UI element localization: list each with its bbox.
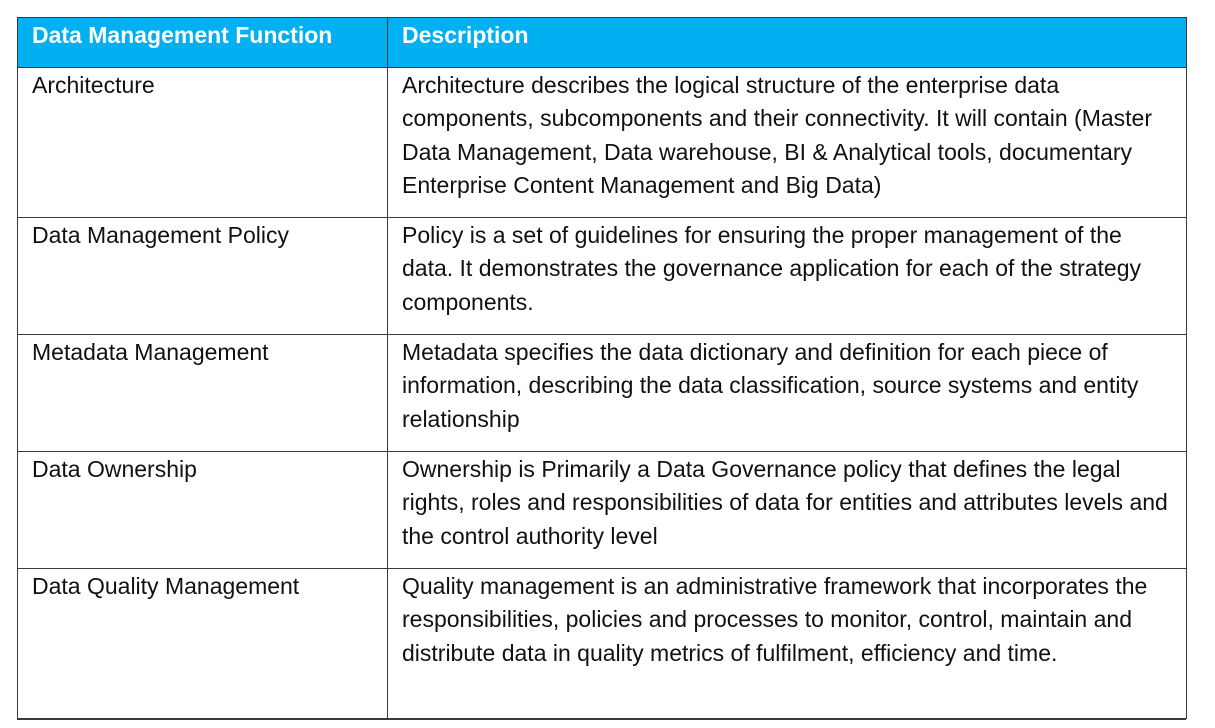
row-function: Architecture — [18, 68, 388, 218]
table-body — [18, 68, 1187, 719]
table-continuation-border — [17, 719, 1186, 720]
row-description: Policy is a set of guidelines for ensuring the proper management of the data. It demonstrates the governance application for each of the strategy components. — [388, 218, 1187, 335]
header-function: Data Management Function — [18, 18, 388, 68]
row-function: Data Management Policy — [18, 218, 388, 335]
row-description: Quality management is an administrative framework that incorporates the responsibilities, policies and processes to monitor, control, maintain and distribute data in quality metrics of fulfilment, efficiency and time. — [388, 569, 1187, 719]
row-description: Ownership is Primarily a Data Governance policy that defines the legal rights, roles and responsibilities of data for entities and attributes levels and the control authority level — [388, 452, 1187, 569]
table-row — [18, 335, 1187, 452]
table-row — [18, 68, 1187, 218]
row-description: Metadata specifies the data dictionary and definition for each piece of information, describing the data classification, source systems and entity relationship — [388, 335, 1187, 452]
row-function: Data Quality Management — [18, 569, 388, 719]
data-management-table — [17, 17, 1187, 719]
table-row — [18, 452, 1187, 569]
table-header — [18, 18, 1187, 68]
row-description: Architecture describes the logical structure of the enterprise data components, subcomponents and their connectivity. It will contain (Master Data Management, Data warehouse, BI & Analytical tools, documentary Enterprise Content Management and Big Data) — [388, 68, 1187, 218]
header-row — [18, 18, 1187, 68]
header-description: Description — [388, 18, 1187, 68]
table-row — [18, 218, 1187, 335]
row-function: Data Ownership — [18, 452, 388, 569]
row-function: Metadata Management — [18, 335, 388, 452]
table-row — [18, 569, 1187, 719]
